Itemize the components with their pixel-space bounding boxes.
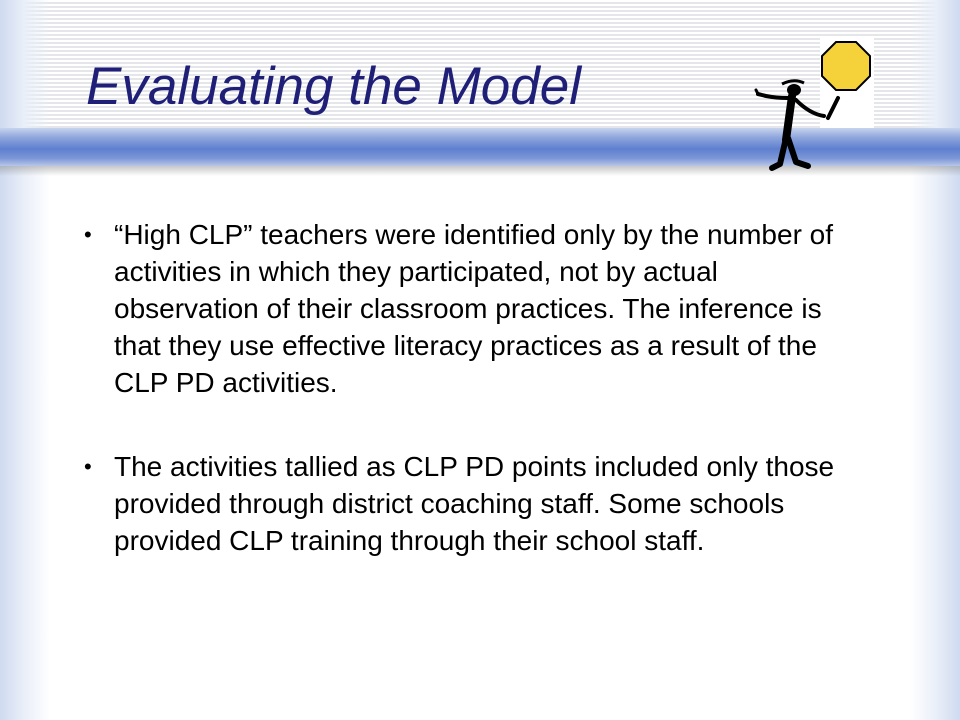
figure-right-arm bbox=[796, 100, 824, 116]
left-edge-gradient bbox=[0, 0, 50, 720]
figure-hat bbox=[782, 81, 804, 84]
bullet-marker: • bbox=[84, 222, 92, 247]
figure-left-arm bbox=[758, 94, 788, 98]
slide-title: Evaluating the Model bbox=[86, 57, 581, 116]
bullet-item bbox=[82, 216, 852, 401]
figure-left-leg bbox=[772, 138, 786, 168]
stick-figure-stop-sign-clipart bbox=[752, 36, 882, 176]
figure-body bbox=[786, 96, 792, 140]
bullet-item bbox=[82, 448, 852, 559]
stop-sign-icon bbox=[822, 42, 870, 90]
bullet-list bbox=[82, 216, 852, 606]
bullet-marker: • bbox=[84, 454, 92, 479]
bullet-text: “High CLP” teachers were identified only by the number of activities in which they participated, not by actual observation of their classroom practices. The inference is that they use effective literacy practices as a result of the CLP PD activities. bbox=[114, 219, 834, 398]
figure-right-leg bbox=[788, 138, 808, 166]
bullet-text: The activities tallied as CLP PD points included only those provided through district coaching staff. Some schools provided CLP training through their school staff. bbox=[114, 451, 835, 556]
right-edge-gradient bbox=[910, 0, 960, 720]
